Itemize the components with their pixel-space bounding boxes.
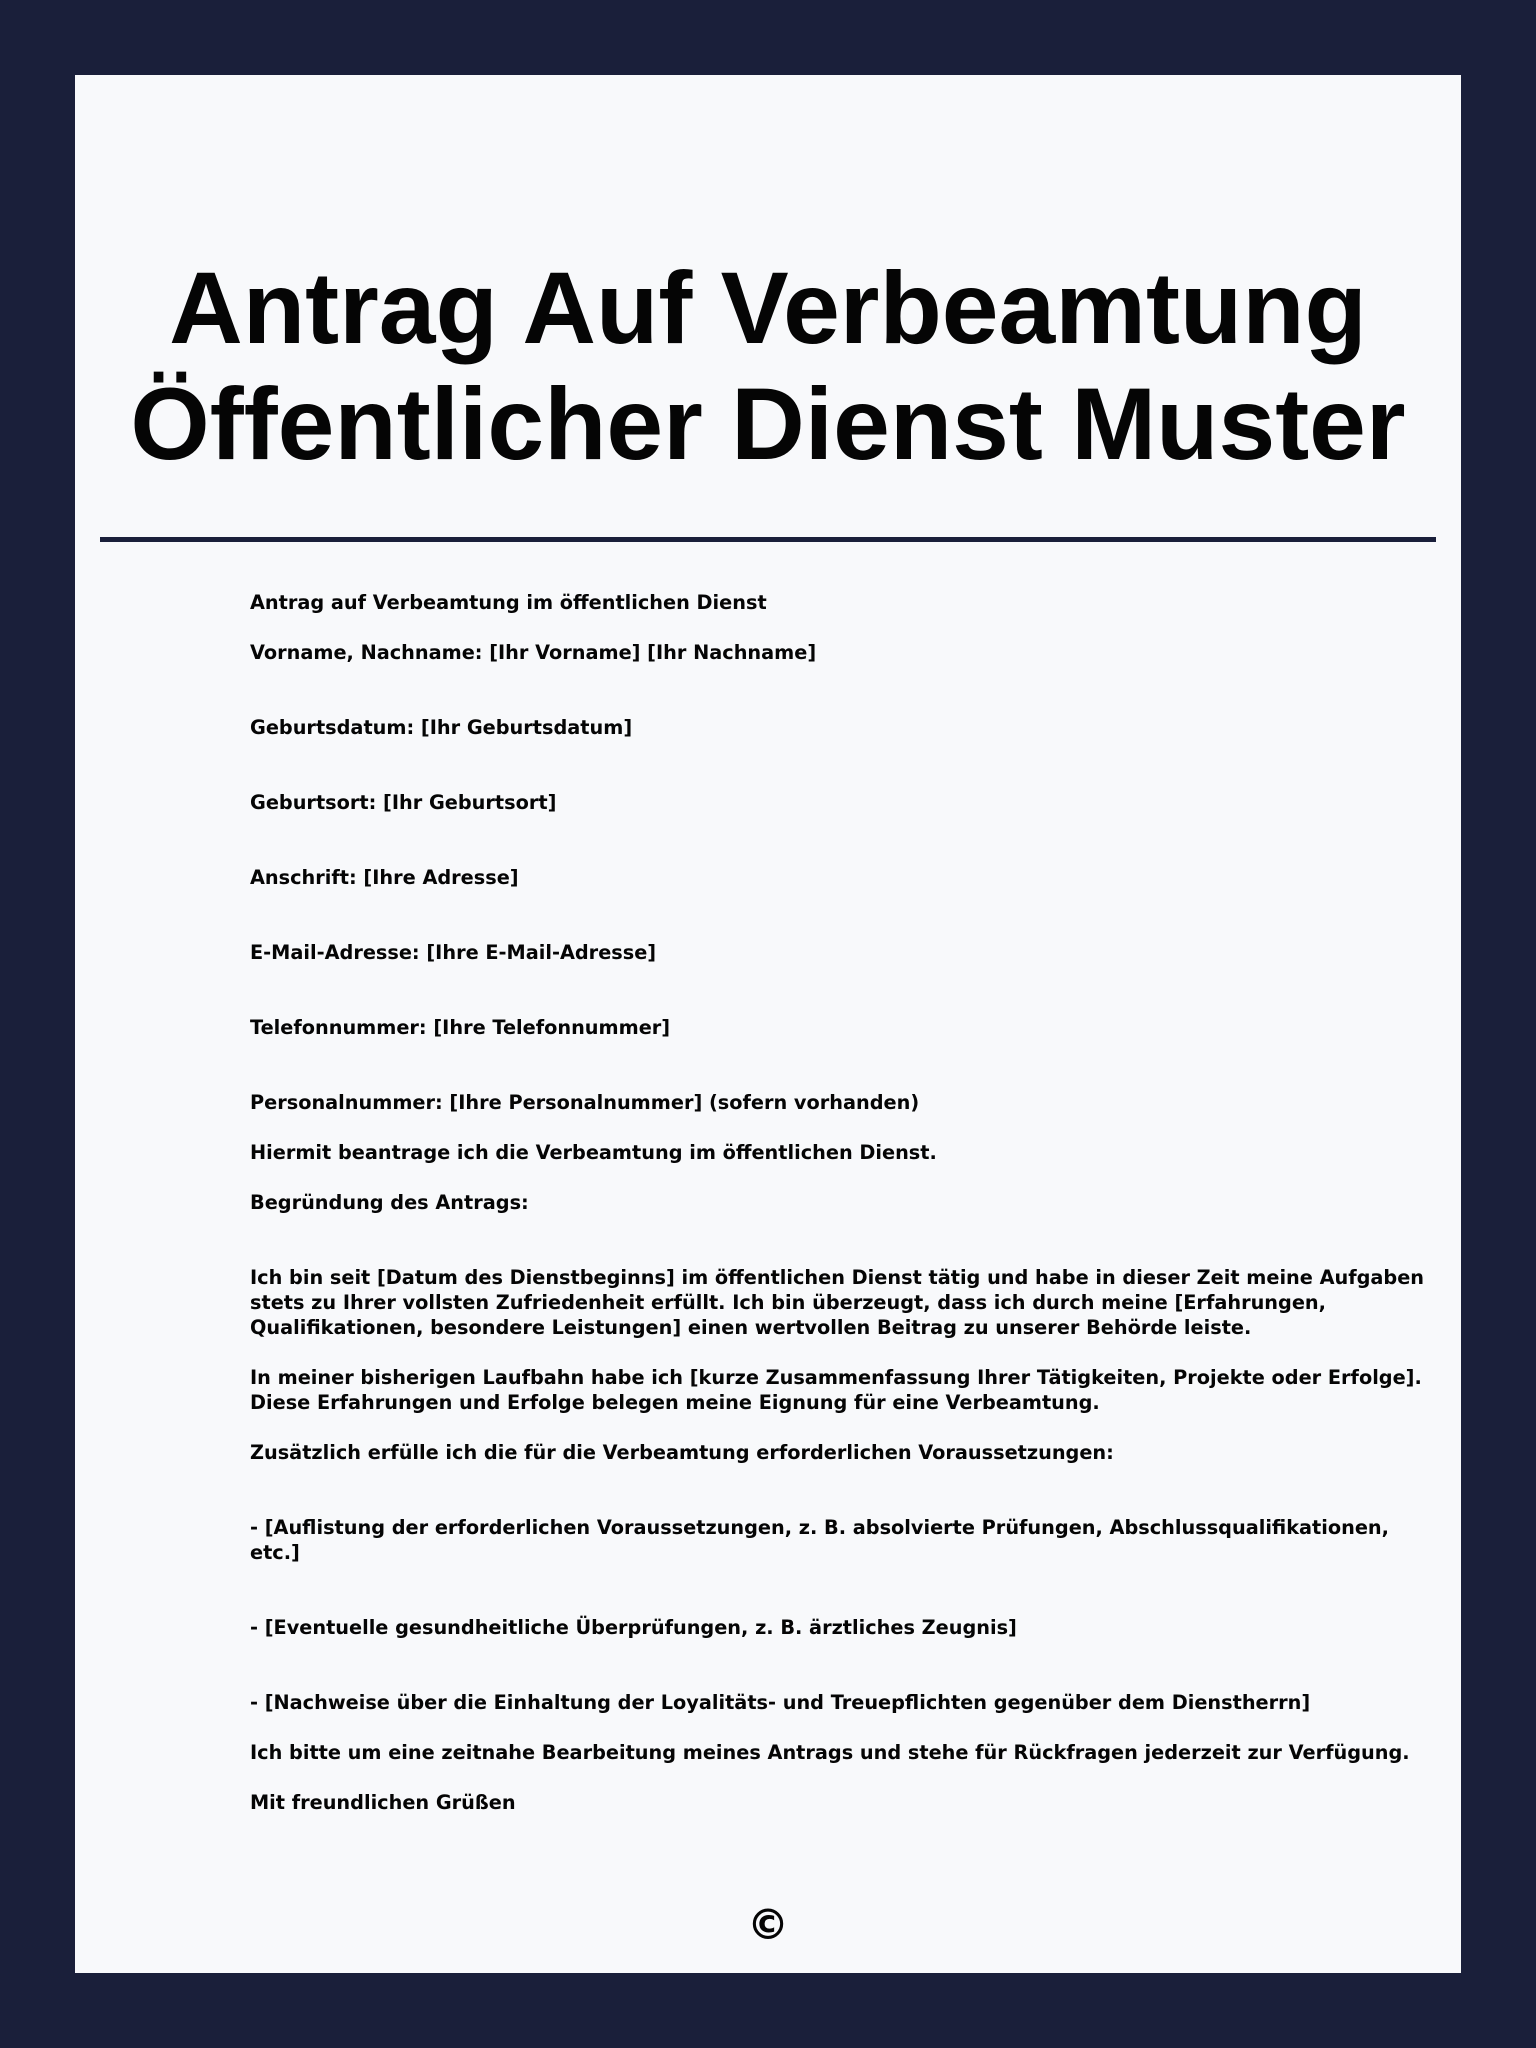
field-birth-place: Geburtsort: [Ihr Geburtsort] xyxy=(250,791,557,814)
document-title xyxy=(75,250,1461,482)
field-birth-date: Geburtsdatum: [Ihr Geburtsdatum] xyxy=(250,716,633,739)
document-title-line-2: Öffentlicher Dienst Muster xyxy=(130,367,1406,481)
field-personnel-number: Personalnummer: [Ihre Personalnummer] (sofern vorhanden) xyxy=(250,1091,920,1114)
paragraph-line: Diese Erfahrungen und Erfolge belegen meine Eignung für eine Verbeamtung. xyxy=(250,1391,1100,1414)
reason-heading: Begründung des Antrags: xyxy=(250,1191,529,1214)
paragraph-line: Ich bin seit [Datum des Dienstbeginns] im öffentlichen Dienst tätig und habe in dieser Zeit meine Aufgaben xyxy=(250,1266,1425,1289)
document-body xyxy=(250,590,1425,1815)
paragraph-line: Qualifikationen, besondere Leistungen] einen wertvollen Beitrag zu unserer Behörde leiste. xyxy=(250,1316,1252,1339)
title-divider xyxy=(100,537,1436,542)
field-phone: Telefonnummer: [Ihre Telefonnummer] xyxy=(250,1016,671,1039)
copyright-icon: © xyxy=(747,1900,789,1949)
requirement-item: - [Nachweise über die Einhaltung der Loyalitäts- und Treuepflichten gegenüber dem Dienstherrn] xyxy=(250,1691,1311,1714)
letter-subject: Antrag auf Verbeamtung im öffentlichen Dienst xyxy=(250,591,767,614)
field-address: Anschrift: [Ihre Adresse] xyxy=(250,866,519,889)
list-item: etc.] xyxy=(250,1541,300,1564)
field-name: Vorname, Nachname: [Ihr Vorname] [Ihr Nachname] xyxy=(250,641,817,664)
document-page xyxy=(75,75,1461,1973)
paragraph-line: stets zu Ihrer vollsten Zufriedenheit erfüllt. Ich bin überzeugt, dass ich durch meine [Erfahrungen, xyxy=(250,1291,1326,1314)
closing-request: Ich bitte um eine zeitnahe Bearbeitung meines Antrags und stehe für Rückfragen jederzeit zur Verfügung. xyxy=(250,1741,1410,1764)
list-item: - [Auflistung der erforderlichen Voraussetzungen, z. B. absolvierte Prüfungen, Abschlussqualifikationen, xyxy=(250,1516,1389,1539)
document-title-line-1: Antrag Auf Verbeamtung xyxy=(169,251,1367,365)
field-email: E-Mail-Adresse: [Ihre E-Mail-Adresse] xyxy=(250,941,657,964)
application-statement: Hiermit beantrage ich die Verbeamtung im öffentlichen Dienst. xyxy=(250,1141,937,1164)
requirement-item xyxy=(250,1515,1389,1565)
closing-greeting: Mit freundlichen Grüßen xyxy=(250,1791,516,1814)
paragraph-line: In meiner bisherigen Laufbahn habe ich [kurze Zusammenfassung Ihrer Tätigkeiten, Projekte oder Erfolge]. xyxy=(250,1366,1422,1389)
requirements-intro: Zusätzlich erfülle ich die für die Verbeamtung erforderlichen Voraussetzungen: xyxy=(250,1441,1114,1464)
paragraph-career xyxy=(250,1365,1422,1415)
paragraph-service xyxy=(250,1265,1425,1340)
requirement-item: - [Eventuelle gesundheitliche Überprüfungen, z. B. ärztliches Zeugnis] xyxy=(250,1616,1017,1639)
